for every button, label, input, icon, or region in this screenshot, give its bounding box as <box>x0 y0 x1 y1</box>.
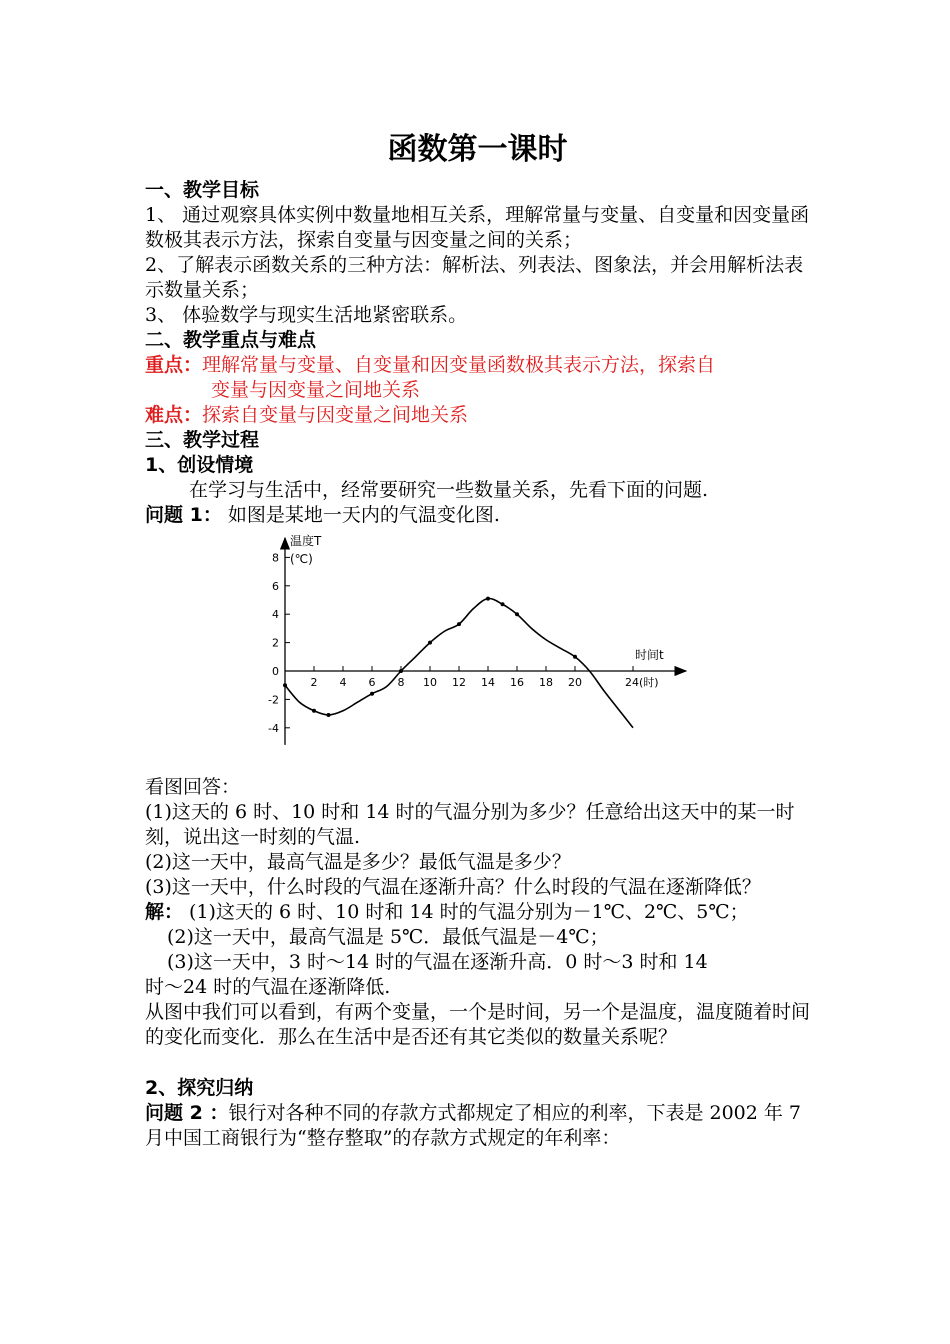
x-tick-label: 18 <box>539 676 553 689</box>
answer-2: (2)这一天中，最高气温是 5℃．最低气温是－4℃； <box>167 926 609 948</box>
answer-3: (3)这一天中，3 时～14 时的气温在逐渐升高．0 时～3 时和 14 <box>167 951 708 973</box>
y-axis-unit: (℃) <box>290 552 313 566</box>
chart-series-group <box>283 597 633 728</box>
data-point <box>573 655 577 659</box>
x-tick-label: 12 <box>452 676 466 689</box>
section-heading-key-points: 二、教学重点与难点 <box>145 329 317 351</box>
conclusion-paragraph: 从图中我们可以看到，有两个变量，一个是时间，另一个是温度，温度随着时间的变化而变化．那么在生活中是否还有其它类似的数量关系呢？ <box>145 1001 811 1048</box>
data-point <box>312 709 316 713</box>
goal-item-3: 3、 体验数学与现实生活地紧密联系。 <box>145 304 468 326</box>
subsection-scenario: 1、创设情境 <box>145 454 254 476</box>
document-body <box>145 130 810 528</box>
look-prompt: 看图回答： <box>145 776 241 798</box>
answer-3-continued: 时～24 时的气温在逐渐降低. <box>145 976 391 998</box>
difficulty <box>145 403 810 428</box>
subsection-explore: 2、探究归纳 <box>145 1077 254 1099</box>
y-tick-label: 2 <box>272 636 279 650</box>
question-1 <box>145 503 810 528</box>
discussion-question-2: (2)这一天中，最高气温是多少？最低气温是多少？ <box>145 851 571 873</box>
x-tick-label: 16 <box>510 676 524 689</box>
difficulty-text: 探索自变量与因变量之间地关系 <box>202 404 469 426</box>
data-point <box>399 669 403 673</box>
temperature-curve <box>285 598 633 727</box>
x-tick-label: 14 <box>481 676 495 689</box>
goal-item-2: 2、了解表示函数关系的三种方法：解析法、列表法、图象法，并会用解析法表示数量关系； <box>145 254 804 301</box>
data-point <box>515 612 519 616</box>
x-tick-label: 6 <box>368 676 376 689</box>
data-point <box>370 692 374 696</box>
answer-1-text: (1)这天的 6 时、10 时和 14 时的气温分别为－1℃、2℃、5℃； <box>183 901 749 923</box>
x-tick-label: 8 <box>397 676 405 689</box>
y-tick-label: 0 <box>272 665 279 678</box>
question-1-label: 问题 1： <box>145 504 222 526</box>
section-heading-process: 三、教学过程 <box>145 429 260 451</box>
discussion-section <box>145 775 810 1151</box>
y-tick-label: -4 <box>268 721 279 735</box>
x-axis-label: 时间t <box>635 648 664 662</box>
y-axis-label: 温度T <box>290 534 322 548</box>
y-tick-label: -2 <box>268 693 279 707</box>
data-point <box>501 602 505 606</box>
data-point <box>283 683 287 687</box>
question-2-text: 银行对各种不同的存款方式都规定了相应的利率，下表是 2002 年 7 月中国工商银行为“整存整取”的存款方式规定的年利率： <box>145 1102 802 1149</box>
goal-item-1: 1、 通过观察具体实例中数量地相互关系，理解常量与变量、自变量和因变量函数极其表示方法，探索自变量与因变量之间的关系； <box>145 204 810 251</box>
question-1-text: 如图是某地一天内的气温变化图. <box>221 504 500 526</box>
key-point-text: 理解常量与变量、自变量和因变量函数极其表示方法，探索自 <box>202 354 716 376</box>
section-heading-goals: 一、教学目标 <box>145 179 260 201</box>
data-point <box>327 713 331 717</box>
x-tick-label: 2 <box>310 676 318 689</box>
question-2 <box>145 1101 810 1151</box>
key-point-continued: 变量与因变量之间地关系 <box>211 379 421 401</box>
answer-1 <box>145 900 810 925</box>
discussion-question-3: (3)这一天中，什么时段的气温在逐渐升高？什么时段的气温在逐渐降低？ <box>145 876 761 898</box>
x-tick-label: 4 <box>339 676 347 689</box>
x-tick-label: 10 <box>423 676 437 689</box>
intro-paragraph: 在学习与生活中，经常要研究一些数量关系，先看下面的问题. <box>189 479 709 501</box>
x-tick-label: 24(时) <box>625 676 659 689</box>
key-point-label: 重点： <box>145 354 203 376</box>
x-tick-label: 20 <box>568 676 582 689</box>
question-2-label: 问题 2 ： <box>145 1102 229 1124</box>
key-point <box>145 353 810 378</box>
y-tick-label: 6 <box>272 579 279 593</box>
discussion-question-1: (1)这天的 6 时、10 时和 14 时的气温分别为多少？任意给出这天中的某一时刻，说出这一时刻的气温. <box>145 801 795 848</box>
data-point <box>428 641 432 645</box>
data-point <box>486 597 490 601</box>
data-point <box>457 622 461 626</box>
y-tick-label: 4 <box>272 608 279 622</box>
chart-axes-group <box>268 538 686 745</box>
answer-label: 解： <box>145 901 184 923</box>
spacer <box>145 1050 810 1076</box>
difficulty-label: 难点： <box>145 404 203 426</box>
temperature-chart <box>260 530 700 750</box>
y-tick-label: 8 <box>272 551 279 565</box>
page-title: 函数第一课时 <box>387 132 568 167</box>
temperature-chart-svg <box>260 530 700 750</box>
